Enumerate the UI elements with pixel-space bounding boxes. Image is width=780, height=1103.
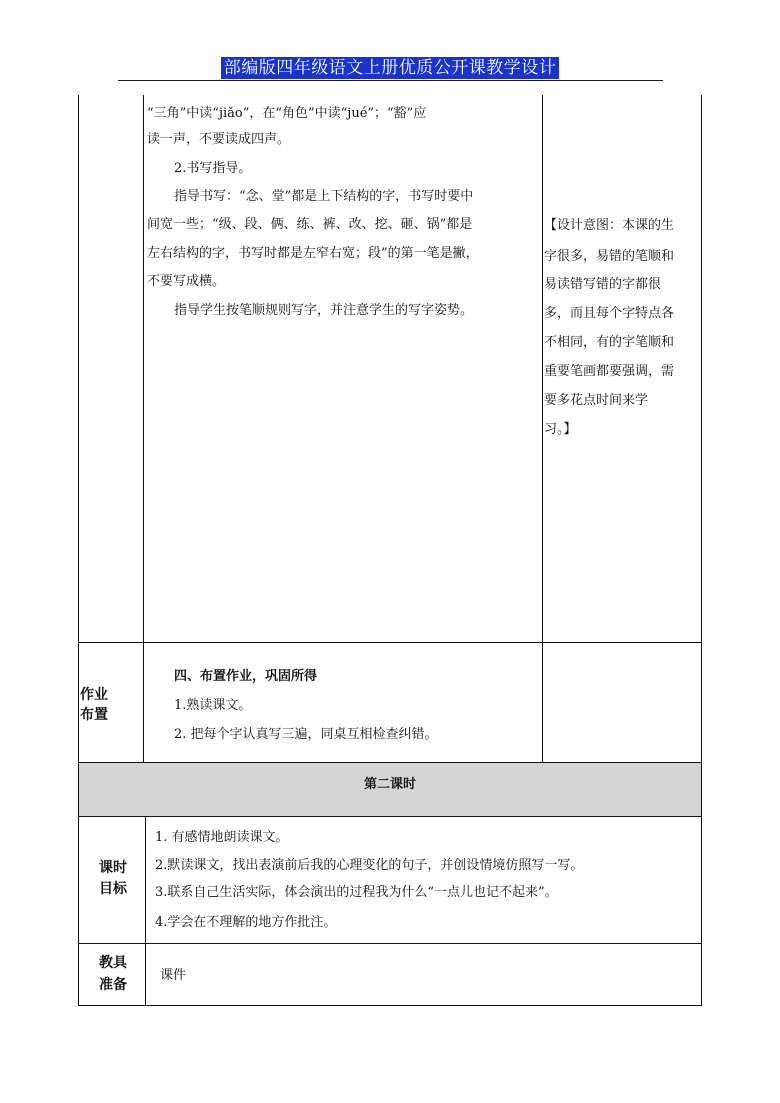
objective-item-1: 1. 有感情地朗读课文。 bbox=[155, 830, 289, 845]
objectives-label-line-2: 目标 bbox=[99, 881, 127, 897]
design-note-line-2: 字很多，易错的笔顺和 bbox=[544, 249, 675, 264]
content-line-6: 左右结构的字，书写时都是左窄右宽；段”的第一笔是撇， bbox=[147, 246, 479, 261]
homework-item-1: 1.熟读课文。 bbox=[174, 698, 252, 713]
design-note-line-8: 习。】 bbox=[544, 422, 577, 437]
content-line-2: 读一声，不要读成四声。 bbox=[147, 132, 291, 147]
table-border-right-upper bbox=[701, 95, 702, 762]
content-line-7: 不要写成横。 bbox=[147, 274, 226, 289]
content-line-1: “三角”中读“jiǎo”，在“角色”中读“jué”；“豁”应 bbox=[147, 106, 427, 121]
objective-item-3: 3.联系自己生活实际，体会演出的过程我为什么“一点儿也记不起来”。 bbox=[155, 885, 558, 900]
design-note-line-5: 不相同，有的字笔顺和 bbox=[544, 335, 675, 350]
homework-heading: 四、布置作业，巩固所得 bbox=[174, 669, 318, 684]
homework-label-line-2: 布置 bbox=[80, 707, 108, 723]
design-note-line-7: 要多花点时间来学 bbox=[544, 393, 649, 408]
design-note-line-1: 【设计意图：本课的生 bbox=[544, 218, 675, 233]
design-note-line-3: 易读错写错的字都很 bbox=[544, 277, 662, 292]
table-border-bottom bbox=[78, 1005, 702, 1006]
materials-label-line-2: 准备 bbox=[99, 977, 127, 993]
content-line-3: 2.书写指导。 bbox=[174, 161, 252, 176]
document-title: 部编版四年级语文上册优质公开课教学设计 bbox=[221, 57, 560, 79]
materials-label-line-1: 教具 bbox=[99, 955, 127, 971]
table-col-divider-lower bbox=[145, 816, 146, 1005]
objective-item-4: 4.学会在不理解的地方作批注。 bbox=[155, 915, 337, 930]
table-border-left-upper bbox=[78, 95, 79, 762]
document-header bbox=[0, 57, 780, 79]
table-border-right-lower bbox=[701, 762, 702, 1005]
objectives-label-line-1: 课时 bbox=[99, 860, 127, 876]
design-note-line-6: 重要笔画都要强调，需 bbox=[544, 364, 675, 379]
homework-item-2: 2. 把每个字认真写三遍，同桌互相检查纠错。 bbox=[174, 727, 438, 742]
table-border-left-lower bbox=[78, 762, 79, 1005]
objective-item-2: 2.默读课文，找出表演前后我的心理变化的句子，并创设情境仿照写一写。 bbox=[155, 858, 584, 873]
content-line-4: 指导书写：“念、堂”都是上下结构的字，书写时要中 bbox=[174, 189, 474, 204]
materials-value: 课件 bbox=[160, 968, 187, 983]
content-line-8: 指导学生按笔顺规则写字，并注意学生的写字姿势。 bbox=[174, 303, 474, 318]
table-row-divider-lesson2-top bbox=[78, 762, 702, 763]
content-line-5: 间宽一些；“级、段、俩、练、裤、改、挖、砸、锅”都是 bbox=[147, 217, 473, 232]
header-rule bbox=[118, 80, 663, 81]
homework-label-line-1: 作业 bbox=[80, 687, 108, 703]
table-col-divider-2 bbox=[542, 95, 543, 762]
table-row-divider-materials bbox=[78, 943, 702, 944]
table-row-divider-lesson2-bottom bbox=[78, 816, 702, 817]
table-row-divider-homework bbox=[78, 642, 702, 643]
lesson-two-title: 第二课时 bbox=[363, 777, 416, 792]
design-note-line-4: 多，而且每个字特点各 bbox=[544, 306, 675, 321]
table-col-divider-1 bbox=[143, 95, 144, 762]
